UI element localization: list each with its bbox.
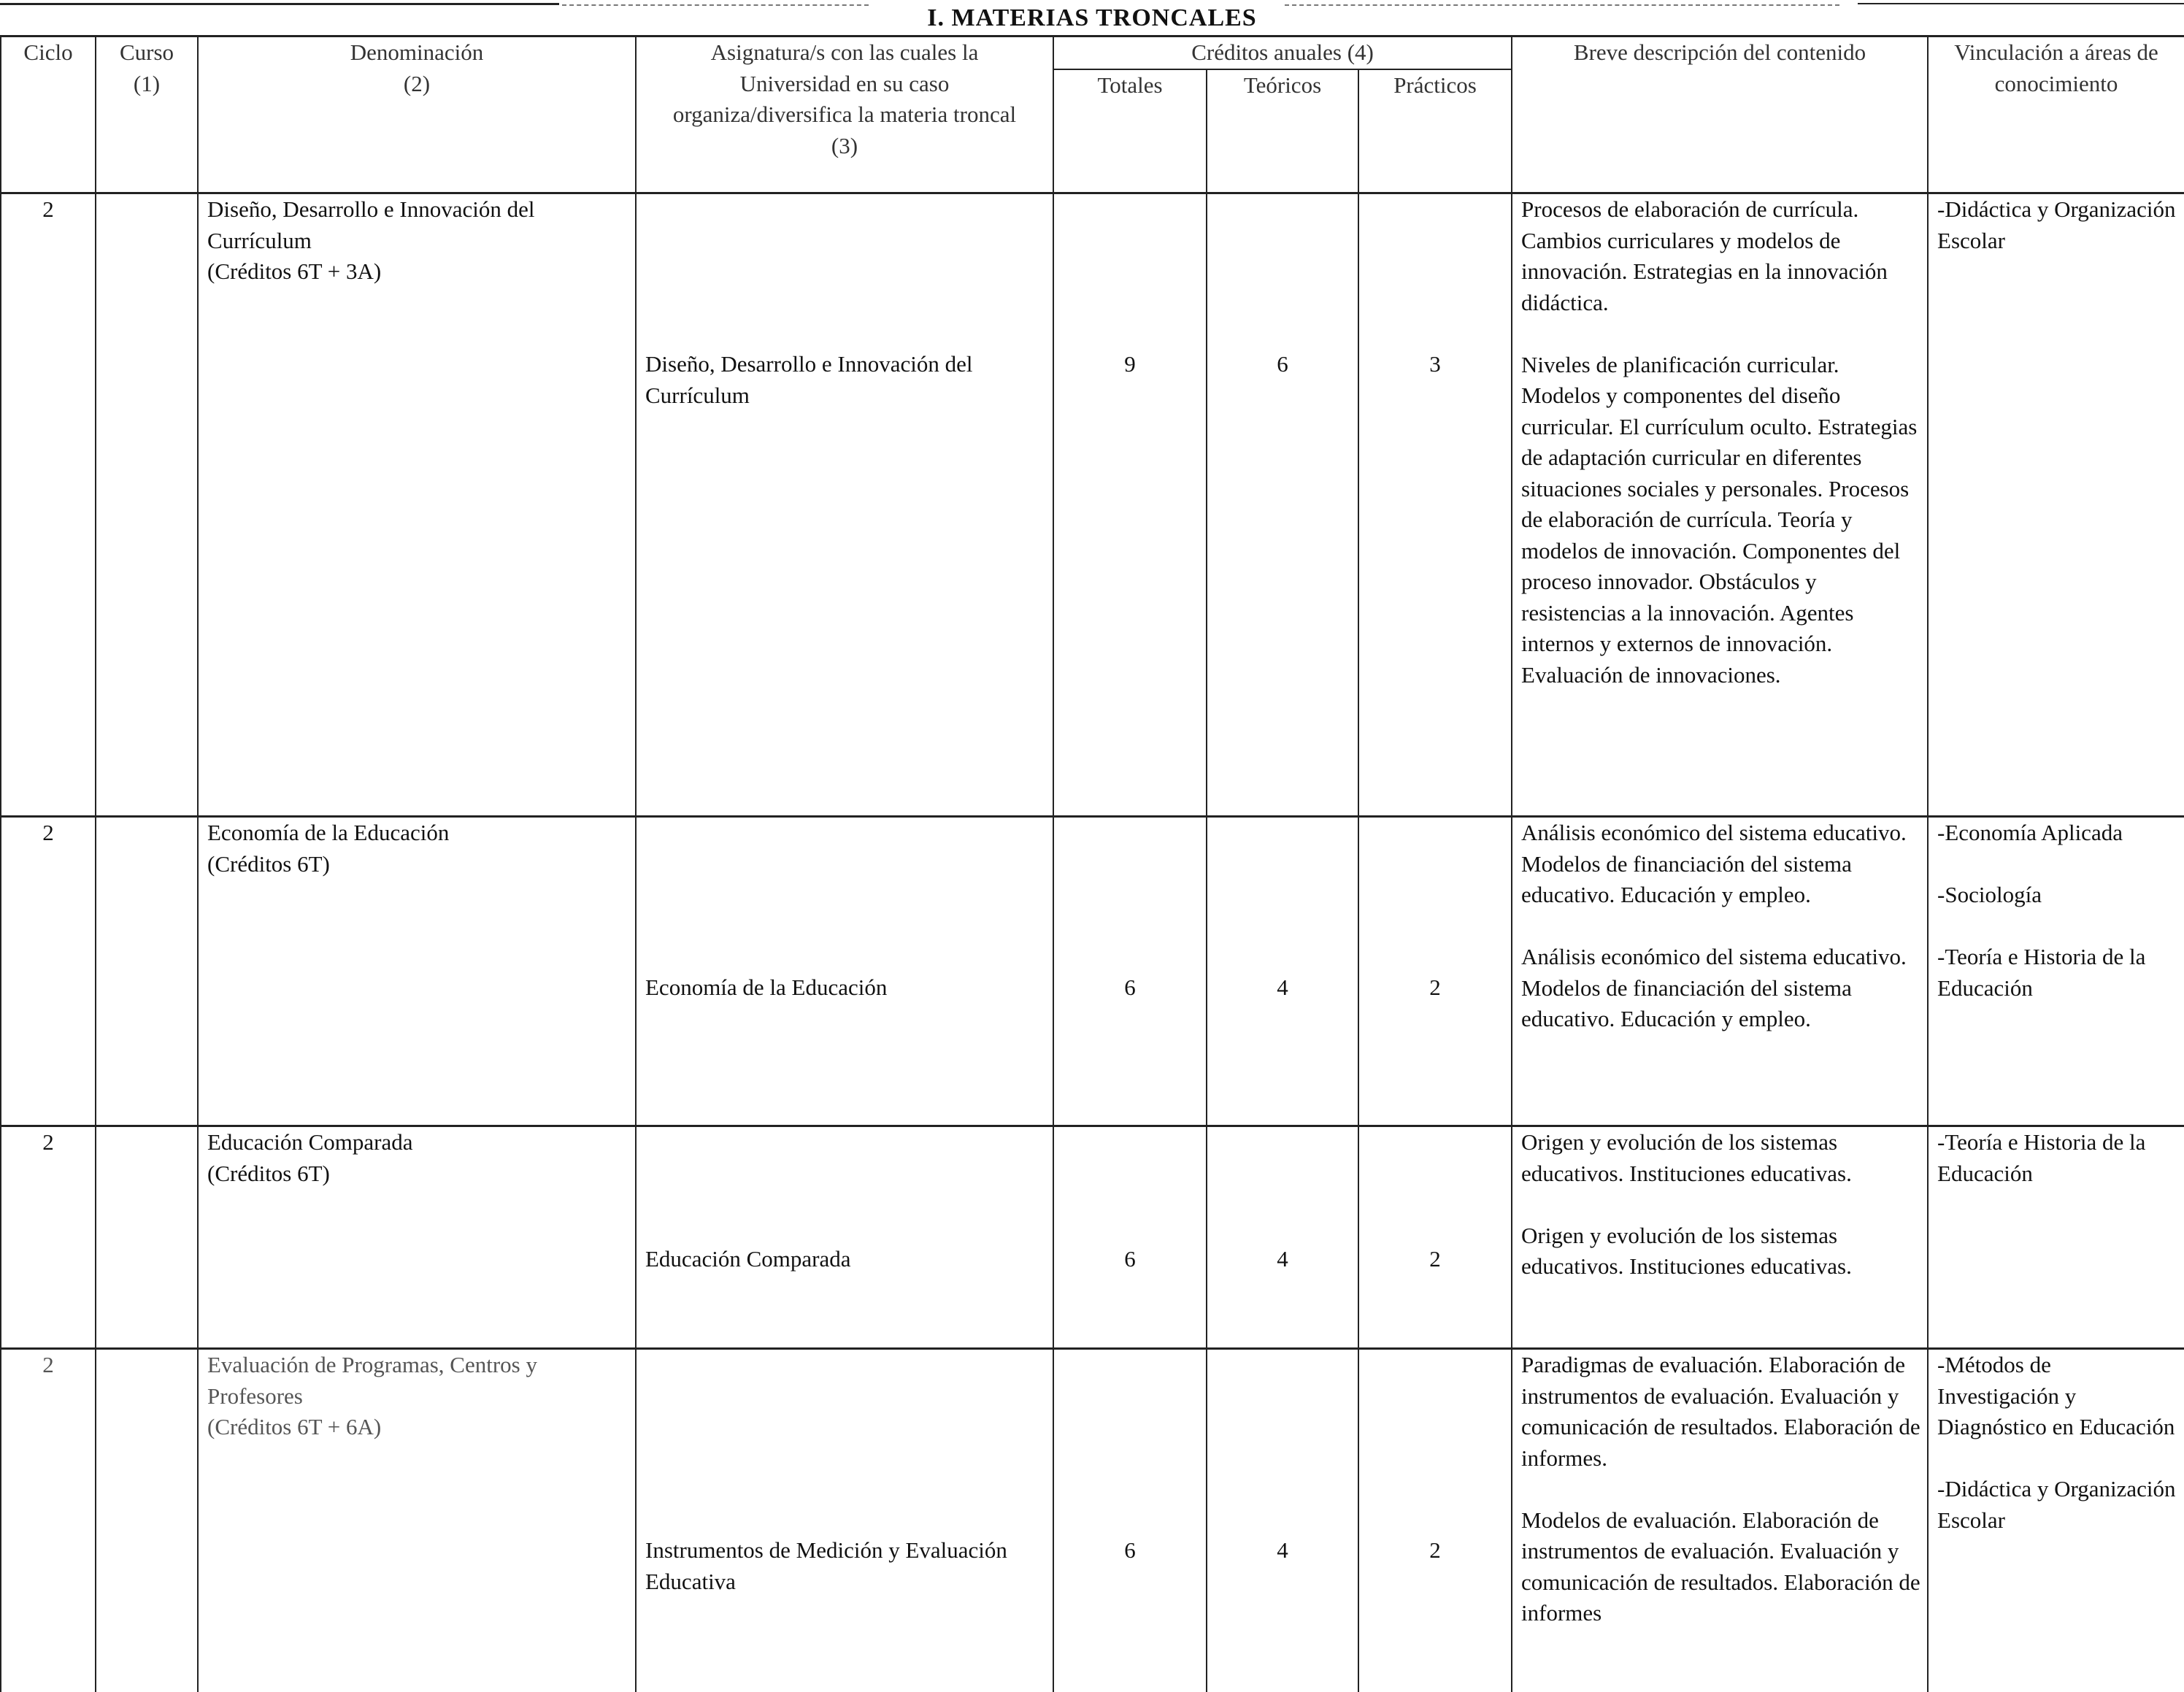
teoricos-value: 6 bbox=[1277, 351, 1288, 377]
cell-ciclo: 2 bbox=[1, 817, 96, 1126]
table-row bbox=[1, 193, 2184, 817]
header-ciclo bbox=[1, 36, 96, 193]
document-title: I. MATERIAS TRONCALES bbox=[927, 4, 1257, 31]
cell-asignatura bbox=[636, 193, 1053, 817]
cell-curso bbox=[96, 1126, 198, 1349]
descripcion-materia: Origen y evolución de los sistemas educativos. Instituciones educativas. bbox=[1521, 1129, 1852, 1186]
cell-teoricos bbox=[1207, 1349, 1358, 1692]
troncales-table bbox=[0, 35, 2184, 1692]
cell-teoricos bbox=[1207, 1126, 1358, 1349]
totales-value: 6 bbox=[1124, 1537, 1136, 1563]
header-descripcion bbox=[1512, 36, 1928, 193]
cell-curso bbox=[96, 817, 198, 1126]
creditos-materia-text: (Créditos 6T + 3A) bbox=[207, 258, 382, 284]
cell-ciclo: 2 bbox=[1, 1349, 96, 1692]
cell-vinculacion bbox=[1928, 1126, 2184, 1349]
practicos-value: 3 bbox=[1429, 351, 1441, 377]
denominacion-text: Economía de la Educación bbox=[207, 820, 450, 845]
header-creditos-label: Créditos anuales (4) bbox=[1191, 39, 1374, 65]
cell-practicos bbox=[1358, 1126, 1512, 1349]
totales-value: 6 bbox=[1124, 974, 1136, 1000]
vinculacion-area: -Economía Aplicada bbox=[1937, 820, 2123, 845]
descripcion-materia: Análisis económico del sistema educativo. Modelos de financiación del sistema educativo. Educación y empleo. bbox=[1521, 820, 1907, 907]
header-vinculacion-label: Vinculación a áreas de conocimiento bbox=[1954, 39, 2158, 96]
cell-vinculacion bbox=[1928, 1349, 2184, 1692]
denominacion-text: Educación Comparada bbox=[207, 1129, 413, 1155]
header-curso bbox=[96, 36, 198, 193]
cell-descripcion bbox=[1512, 1349, 1928, 1692]
header-denominacion-note: (2) bbox=[403, 70, 431, 96]
cell-denominacion bbox=[198, 817, 636, 1126]
asignatura-text: Economía de la Educación bbox=[645, 974, 888, 1000]
vinculacion-area: -Didáctica y Organización Escolar bbox=[1937, 1476, 2176, 1533]
asignatura-text: Educación Comparada bbox=[645, 1246, 851, 1272]
vinculacion-area: -Teoría e Historia de la Educación bbox=[1937, 1129, 2146, 1186]
header-curso-note: (1) bbox=[133, 70, 161, 96]
vinculacion-area: -Didáctica y Organización Escolar bbox=[1937, 196, 2176, 253]
header-row bbox=[1, 36, 2184, 69]
cell-ciclo: 2 bbox=[1, 1126, 96, 1349]
practicos-value: 2 bbox=[1429, 1246, 1441, 1272]
denominacion-text: Evaluación de Programas, Centros y Profesores bbox=[207, 1352, 537, 1409]
table-row bbox=[1, 1126, 2184, 1349]
header-denominacion-label: Denominación bbox=[350, 39, 484, 65]
vinculacion-area: -Sociología bbox=[1937, 882, 2042, 907]
cell-totales bbox=[1053, 817, 1207, 1126]
cell-asignatura bbox=[636, 1349, 1053, 1692]
cell-descripcion bbox=[1512, 817, 1928, 1126]
descripcion-asignatura: Análisis económico del sistema educativo. Modelos de financiación del sistema educativo. Educación y empleo. bbox=[1521, 944, 1907, 1031]
cell-practicos bbox=[1358, 193, 1512, 817]
creditos-materia-text: (Créditos 6T + 6A) bbox=[207, 1414, 382, 1439]
cell-teoricos bbox=[1207, 193, 1358, 817]
cell-ciclo: 2 bbox=[1, 193, 96, 817]
asignatura-text: Instrumentos de Medición y Evaluación Educativa bbox=[645, 1537, 1007, 1594]
header-asignaturas-label: Asignatura/s con las cuales la Universidad en su caso organiza/diversifica la materia troncal (3) bbox=[672, 39, 1017, 158]
descripcion-asignatura: Modelos de evaluación. Elaboración de instrumentos de evaluación. Evaluación y comunicación de resultados. Elaboración de informes bbox=[1521, 1507, 1920, 1626]
header-curso-label: Curso bbox=[119, 39, 174, 65]
header-denominacion bbox=[198, 36, 636, 193]
teoricos-value: 4 bbox=[1277, 1246, 1288, 1272]
cell-curso bbox=[96, 193, 198, 817]
table-row bbox=[1, 1349, 2184, 1692]
asignatura-text: Diseño, Desarrollo e Innovación del Currículum bbox=[645, 351, 973, 408]
practicos-value: 2 bbox=[1429, 974, 1441, 1000]
cell-denominacion bbox=[198, 1126, 636, 1349]
cell-vinculacion bbox=[1928, 817, 2184, 1126]
cell-asignatura bbox=[636, 1126, 1053, 1349]
cell-totales bbox=[1053, 1126, 1207, 1349]
header-ciclo-label: Ciclo bbox=[23, 39, 73, 65]
cell-teoricos bbox=[1207, 817, 1358, 1126]
descripcion-asignatura: Niveles de planificación curricular. Modelos y componentes del diseño curricular. El currículum oculto. Estrategias de adaptación curricular en diferentes situaciones sociales y personales. Procesos de elaboración de currícula. Teoría y modelos de innovación. Componentes del proceso innovador. Obstáculos y resistencias a la innovación. Agentes internos y externos de innovación. Evaluación de innovaciones. bbox=[1521, 351, 1918, 688]
cell-totales bbox=[1053, 1349, 1207, 1692]
practicos-value: 2 bbox=[1429, 1537, 1441, 1563]
cell-curso bbox=[96, 1349, 198, 1692]
cell-practicos bbox=[1358, 817, 1512, 1126]
creditos-materia-text: (Créditos 6T) bbox=[207, 1160, 330, 1186]
creditos-materia-text: (Créditos 6T) bbox=[207, 850, 330, 877]
descripcion-materia: Paradigmas de evaluación. Elaboración de instrumentos de evaluación. Evaluación y comunicación de resultados. Elaboración de informes. bbox=[1521, 1352, 1920, 1471]
header-descripcion-label: Breve descripción del contenido bbox=[1573, 39, 1866, 65]
header-teoricos: Teóricos bbox=[1207, 69, 1358, 193]
cell-vinculacion bbox=[1928, 193, 2184, 817]
header-creditos bbox=[1053, 36, 1512, 69]
cell-practicos bbox=[1358, 1349, 1512, 1692]
teoricos-value: 4 bbox=[1277, 1537, 1288, 1563]
totales-value: 9 bbox=[1124, 351, 1136, 377]
header-vinculacion bbox=[1928, 36, 2184, 193]
vinculacion-area: -Teoría e Historia de la Educación bbox=[1937, 944, 2146, 1001]
cell-denominacion bbox=[198, 193, 636, 817]
teoricos-value: 4 bbox=[1277, 974, 1288, 1000]
cell-asignatura bbox=[636, 817, 1053, 1126]
table-row bbox=[1, 817, 2184, 1126]
cell-totales bbox=[1053, 193, 1207, 817]
descripcion-asignatura: Origen y evolución de los sistemas educativos. Instituciones educativas. bbox=[1521, 1222, 1852, 1279]
header-totales: Totales bbox=[1053, 69, 1207, 193]
denominacion-text: Diseño, Desarrollo e Innovación del Currículum bbox=[207, 196, 535, 253]
header-practicos: Prácticos bbox=[1358, 69, 1512, 193]
header-asignaturas bbox=[636, 36, 1053, 193]
cell-denominacion bbox=[198, 1349, 636, 1692]
totales-value: 6 bbox=[1124, 1246, 1136, 1272]
vinculacion-area: -Métodos de Investigación y Diagnóstico en Educación bbox=[1937, 1352, 2175, 1439]
cell-descripcion bbox=[1512, 193, 1928, 817]
descripcion-materia: Procesos de elaboración de currícula. Cambios curriculares y modelos de innovación. Estrategias en la innovación didáctica. bbox=[1521, 196, 1888, 315]
cell-descripcion bbox=[1512, 1126, 1928, 1349]
